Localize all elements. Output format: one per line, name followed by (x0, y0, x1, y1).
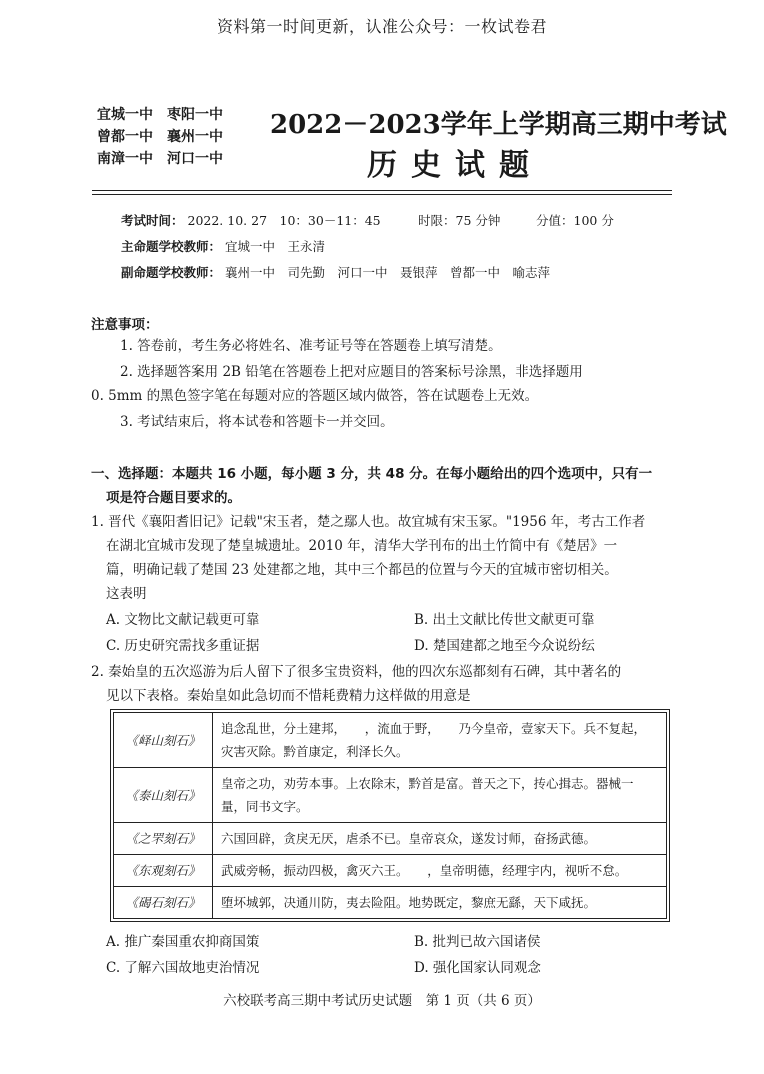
question-1-text: 这表明 (106, 586, 147, 602)
table-row (114, 713, 667, 768)
page-footer: 六校联考高三期中考试历史试题 第 1 页（共 6 页） (223, 993, 541, 1009)
inscription-text: 堕坏城郭，决通川防，夷去险阻。地势既定，黎庶无繇，天下咸抚。 (213, 887, 667, 919)
section-heading-cont: 项是符合题目要求的。 (106, 490, 241, 506)
banner-text: 资料第一时间更新，认准公众号：一枚试卷君 (216, 17, 547, 36)
header-rule-bottom (92, 194, 672, 195)
main-author-value: 宜城一中 王永清 (225, 239, 326, 254)
sub-author-row (121, 263, 550, 281)
school-list (97, 104, 223, 170)
main-author-row (121, 237, 325, 255)
notice-item: 3. 考试结束后，将本试卷和答题卡一并交回。 (120, 414, 394, 430)
question-1-text: 篇，明确记载了楚国 23 处建都之地，其中三个都邑的位置与今天的宜城市密切相关。 (106, 562, 618, 578)
option-c: C. 历史研究需找多重证据 (106, 638, 260, 654)
question-2-text: 见以下表格。秦始皇如此急切而不惜耗费精力这样做的用意是 (106, 688, 471, 704)
notice-item: 1. 答卷前，考生务必将姓名、准考证号等在答题卷上填写清楚。 (120, 338, 502, 354)
inscription-text: 皇帝之功，劝劳本事。上农除末，黔首是富。普天之下，抟心揖志。器械一量，同书文字。 (213, 768, 667, 823)
question-1-text: 在湖北宜城市发现了楚皇城遗址。2010 年，清华大学刊布的出土竹简中有《楚居》一 (106, 538, 618, 554)
main-author-label: 主命题学校教师： (121, 239, 222, 254)
question-1-text: 1. 晋代《襄阳耆旧记》记载"宋玉者，楚之鄢人也。故宜城有宋玉冢。"1956 年，考古工作者 (91, 514, 646, 530)
option-b: B. 出土文献比传世文献更可靠 (414, 612, 595, 628)
option-c: C. 了解六国故地吏治情况 (106, 960, 260, 976)
school-name: 宜城一中 (97, 107, 153, 123)
time-label: 考试时间： (121, 213, 184, 228)
notice-heading: 注意事项： (91, 317, 159, 333)
score: 分值：100 分 (536, 213, 614, 228)
school-name: 河口一中 (167, 151, 223, 167)
table-row (114, 855, 667, 887)
notice-item: 2. 选择题答案用 2B 铅笔在答题卷上把对应题目的答案标号涂黑，非选择题用 (120, 364, 583, 380)
option-d: D. 强化国家认同观念 (414, 960, 541, 976)
school-name: 枣阳一中 (167, 107, 223, 123)
time-value: 2022. 10. 27 10：30－11：45 (187, 213, 381, 228)
exam-time-row (121, 211, 381, 229)
school-name: 曾都一中 (97, 129, 153, 145)
notice-item-cont: 0. 5mm 的黑色签字笔在每题对应的答题区域内做答，答在试题卷上无效。 (91, 388, 539, 404)
duration: 时限：75 分钟 (418, 213, 501, 228)
table-row (114, 768, 667, 823)
inscription-text: 武威旁畅，振动四极，禽灭六王。 ，皇帝明德，经理宇内，视听不怠。 (213, 855, 667, 887)
inscription-name: 《泰山刻石》 (114, 768, 213, 823)
option-d: D. 楚国建都之地至今众说纷纭 (414, 638, 595, 654)
option-b: B. 批判已故六国诸侯 (414, 934, 541, 950)
inscription-name: 《东观刻石》 (114, 855, 213, 887)
option-a: A. 推广秦国重农抑商国策 (106, 934, 260, 950)
exam-title: 2022－2023学年上学期高三期中考试 (270, 110, 727, 140)
inscription-name: 《之罘刻石》 (114, 823, 213, 855)
inscription-text: 六国回辟，贪戾无厌，虐杀不已。皇帝哀众，遂发讨师，奋扬武德。 (213, 823, 667, 855)
inscription-name: 《碣石刻石》 (114, 887, 213, 919)
inscription-text: 追念乱世，分土建邦， ，流血于野， 乃今皇帝，壹家天下。兵不复起，灾害灭除。黔首康定，利泽长久。 (213, 713, 667, 768)
sub-author-label: 副命题学校教师： (121, 265, 222, 280)
inscription-table (113, 712, 667, 919)
school-name: 南漳一中 (97, 151, 153, 167)
header-rule-top (92, 190, 672, 191)
inscription-name: 《峄山刻石》 (114, 713, 213, 768)
section-heading: 一、选择题：本题共 16 小题，每小题 3 分，共 48 分。在每小题给出的四个选项中，只有一 (91, 466, 653, 482)
question-2-text: 2. 秦始皇的五次巡游为后人留下了很多宝贵资料，他的四次东巡都刻有石碑，其中著名的 (91, 664, 622, 680)
table-row (114, 823, 667, 855)
option-a: A. 文物比文献记载更可靠 (106, 612, 260, 628)
subject-title: 历史试题 (367, 148, 543, 183)
table-row (114, 887, 667, 919)
school-name: 襄州一中 (167, 129, 223, 145)
sub-author-value: 襄州一中 司先勤 河口一中 聂银萍 曾都一中 喻志萍 (225, 265, 551, 280)
